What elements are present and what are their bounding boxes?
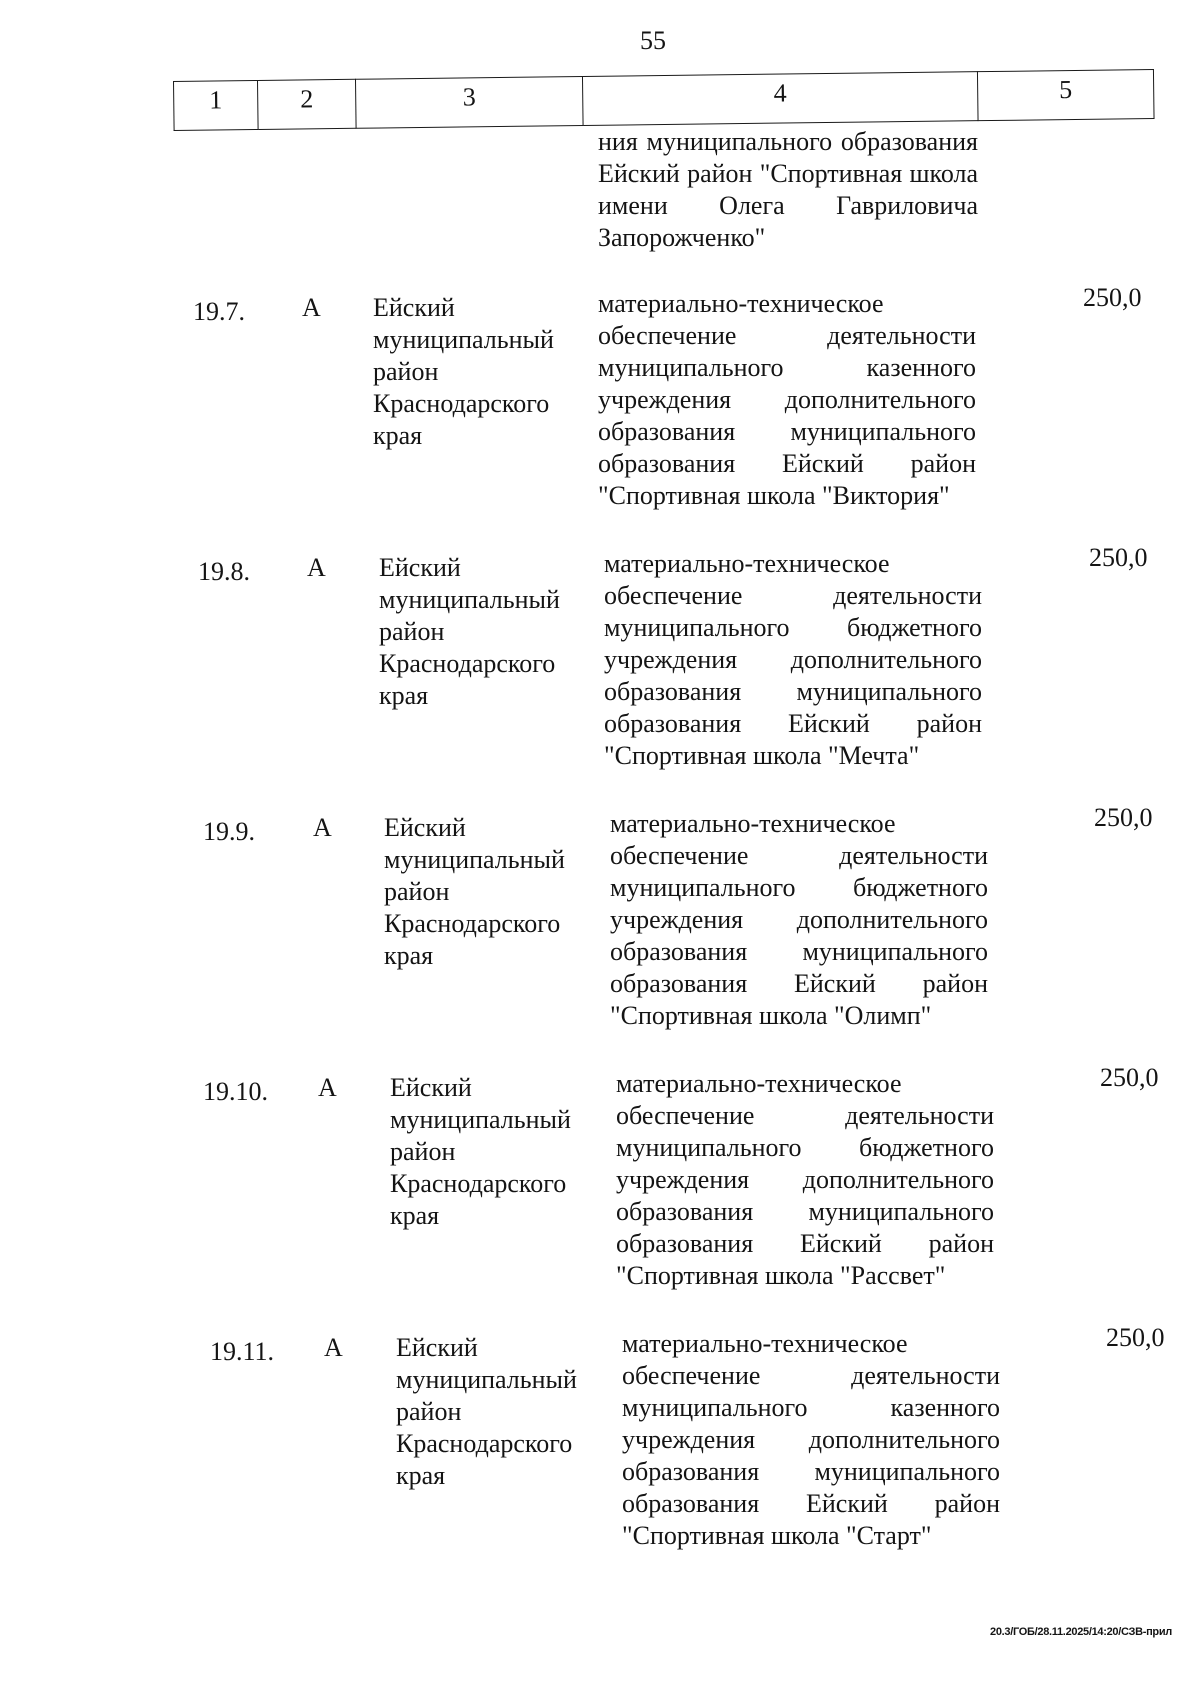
column-header-3: 3 xyxy=(355,76,583,128)
continuation-text: ния муниципального образования Ейский район "Спортивная школа имени Олега Гавриловича Запорожченко" xyxy=(598,127,978,252)
document-code: 20.3/ГОБ/28.11.2025/14:20/СЗВ-прил xyxy=(990,1626,1172,1638)
row-number: 19.8. xyxy=(198,557,250,586)
page-number: 55 xyxy=(640,26,666,55)
row-category: А xyxy=(302,293,321,322)
row-municipality: Ейский муниципальный район Краснодарского края xyxy=(396,1333,577,1490)
row-municipality: Ейский муниципальный район Краснодарского края xyxy=(384,813,565,970)
row-number: 19.9. xyxy=(203,817,255,846)
row-amount: 250,0 xyxy=(1083,283,1142,312)
row-municipality: Ейский муниципальный район Краснодарского края xyxy=(390,1073,571,1230)
row-description: материально-техническое обеспечение деятельности муниципального казенного учреждения дополнительного образования муниципального образования Ейский район "Спортивная школа "Виктория" xyxy=(598,289,976,510)
column-header-5: 5 xyxy=(977,70,1154,121)
row-description: материально-техническое обеспечение деятельности муниципального бюджетного учреждения дополнительного образования муниципального образования Ейский район "Спортивная школа "Олимп" xyxy=(610,809,988,1030)
column-header-4: 4 xyxy=(582,72,978,126)
column-header-1: 1 xyxy=(174,80,259,130)
row-amount: 250,0 xyxy=(1106,1323,1165,1352)
row-number: 19.11. xyxy=(210,1337,275,1366)
row-municipality: Ейский муниципальный район Краснодарского края xyxy=(379,553,560,710)
column-header-table xyxy=(173,69,1155,131)
row-description: материально-техническое обеспечение деятельности муниципального бюджетного учреждения дополнительного образования муниципального образования Ейский район "Спортивная школа "Мечта" xyxy=(604,549,982,770)
row-amount: 250,0 xyxy=(1089,543,1148,572)
row-number: 19.7. xyxy=(193,297,245,326)
row-amount: 250,0 xyxy=(1100,1063,1159,1092)
row-category: А xyxy=(318,1073,337,1102)
row-description: материально-техническое обеспечение деятельности муниципального бюджетного учреждения дополнительного образования муниципального образования Ейский район "Спортивная школа "Рассвет" xyxy=(616,1069,994,1290)
row-category: А xyxy=(324,1333,343,1362)
row-municipality: Ейский муниципальный район Краснодарского края xyxy=(373,293,554,450)
column-header-2: 2 xyxy=(257,79,356,129)
row-amount: 250,0 xyxy=(1094,803,1153,832)
row-category: А xyxy=(307,553,326,582)
row-description: материально-техническое обеспечение деятельности муниципального казенного учреждения дополнительного образования муниципального образования Ейский район "Спортивная школа "Старт" xyxy=(622,1329,1000,1550)
row-category: А xyxy=(313,813,332,842)
row-number: 19.10. xyxy=(203,1077,268,1106)
